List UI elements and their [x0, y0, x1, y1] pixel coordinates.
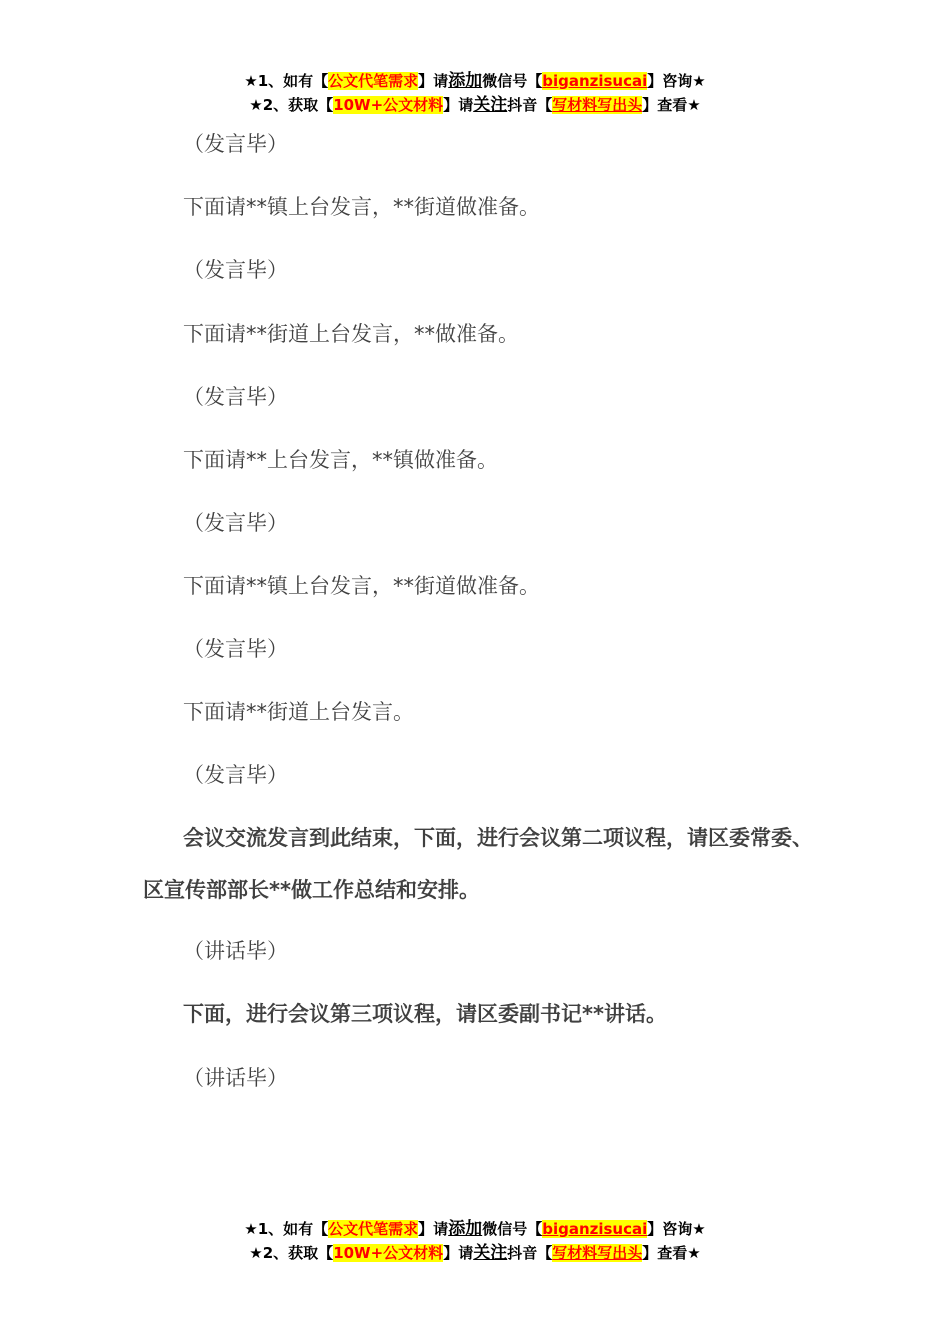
paragraph: （发言毕）: [183, 511, 288, 535]
paragraph: 下面请**上台发言，**镇做准备。: [183, 448, 498, 472]
bold-paragraph: 会议交流发言到此结束，下面，进行会议第二项议程，请区委常委、区宣传部部长**做工作总结和安排。: [143, 826, 813, 902]
banner-douyin-id: 写材料写出头: [552, 96, 643, 114]
banner-text: ★2、获取【: [249, 1244, 334, 1262]
paragraph: 下面请**街道上台发言。: [183, 700, 414, 724]
banner-highlight: 公文代笔需求: [328, 1220, 419, 1238]
banner-text: ★2、获取【: [249, 96, 334, 114]
banner-text: 】请: [443, 1244, 474, 1262]
banner-emphasis: 关注: [473, 95, 508, 115]
banner-text: 微信号【: [482, 1220, 543, 1238]
paragraph: （发言毕）: [183, 637, 288, 661]
banner-text: 】咨询★: [647, 72, 706, 90]
banner-text: ★1、如有【: [244, 72, 329, 90]
banner-emphasis: 添加: [448, 1219, 483, 1239]
banner-text: 抖音【: [507, 1244, 553, 1262]
paragraph: （讲话毕）: [183, 939, 288, 963]
banner-line-1: [0, 1217, 950, 1241]
header-banner: [0, 69, 950, 117]
banner-text: 】请: [418, 72, 449, 90]
banner-highlight: 10W+公文材料: [333, 96, 444, 114]
banner-text: 微信号【: [482, 72, 543, 90]
banner-line-1: [0, 69, 950, 93]
banner-highlight: 公文代笔需求: [328, 72, 419, 90]
banner-emphasis: 添加: [448, 71, 483, 91]
bold-paragraph: 下面，进行会议第三项议程，请区委副书记**讲话。: [183, 1002, 667, 1026]
banner-text: 抖音【: [507, 96, 553, 114]
paragraph: 下面请**镇上台发言，**街道做准备。: [183, 195, 540, 219]
banner-wechat-id: biganzisucai: [542, 1220, 648, 1238]
paragraph: （发言毕）: [183, 763, 288, 787]
banner-line-2: [0, 1241, 950, 1265]
banner-text: 】请: [443, 96, 474, 114]
banner-text: ★1、如有【: [244, 1220, 329, 1238]
banner-highlight: 10W+公文材料: [333, 1244, 444, 1262]
banner-douyin-id: 写材料写出头: [552, 1244, 643, 1262]
paragraph: 下面请**镇上台发言，**街道做准备。: [183, 574, 540, 598]
paragraph: （发言毕）: [183, 258, 288, 282]
paragraph: （讲话毕）: [183, 1066, 288, 1090]
banner-emphasis: 关注: [473, 1243, 508, 1263]
paragraph: （发言毕）: [183, 132, 288, 156]
banner-text: 】查看★: [642, 1244, 701, 1262]
banner-text: 】查看★: [642, 96, 701, 114]
banner-wechat-id: biganzisucai: [542, 72, 648, 90]
banner-line-2: [0, 93, 950, 117]
banner-text: 】咨询★: [647, 1220, 706, 1238]
paragraph: （发言毕）: [183, 385, 288, 409]
paragraph: 下面请**街道上台发言，**做准备。: [183, 322, 519, 346]
banner-text: 】请: [418, 1220, 449, 1238]
footer-banner: [0, 1217, 950, 1265]
